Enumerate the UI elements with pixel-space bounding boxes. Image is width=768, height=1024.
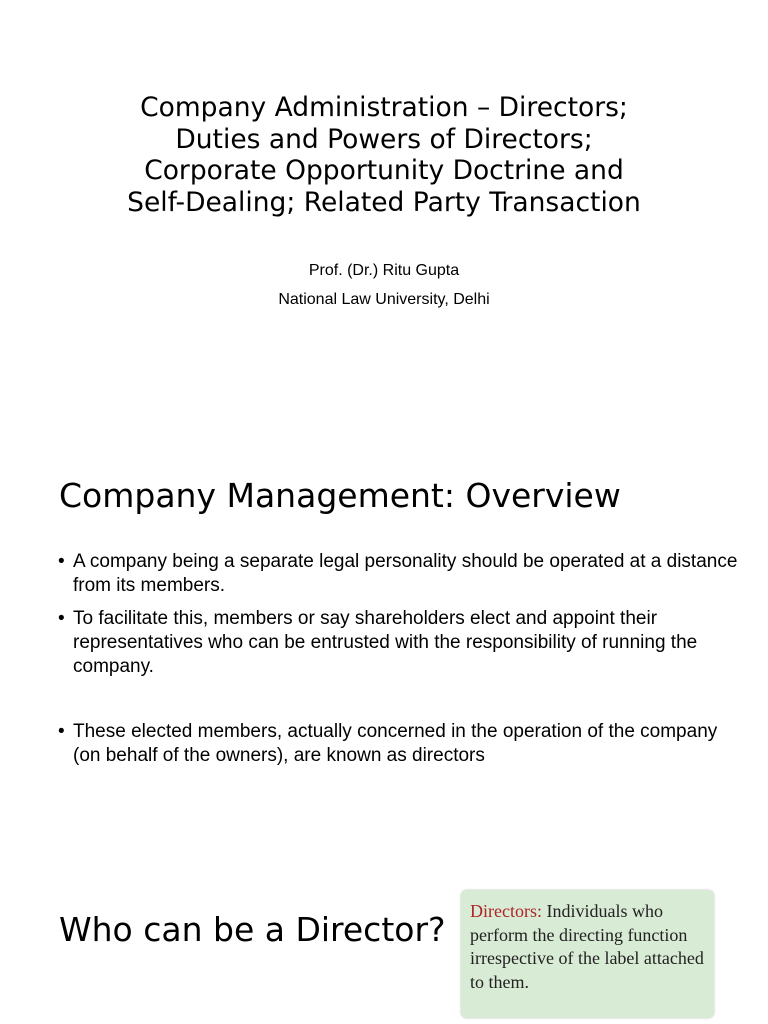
bullet-marker: • (58, 721, 65, 742)
list-item (58, 720, 738, 768)
slide-title-line: Self-Dealing; Related Party Transaction (127, 186, 641, 218)
bullet-marker: • (58, 551, 65, 572)
bullet-text: A company being a separate legal personality should be operated at a distance from its members. (73, 551, 738, 596)
callout-definition: Individuals who perform the directing function irrespective of the label attached to them. (470, 901, 704, 992)
slide-title-line: Company Administration – Directors; (140, 92, 628, 123)
institution-name: National Law University, Delhi (278, 291, 490, 308)
slide-title-line: Duties and Powers of Directors; (175, 123, 593, 155)
list-item (58, 550, 738, 598)
title-slide (0, 0, 768, 440)
bullet-marker: • (58, 608, 65, 629)
slide-title (60, 92, 708, 218)
overview-bullet-list (58, 607, 738, 679)
callout-term: Directors: (470, 901, 542, 921)
bullet-text: To facilitate this, members or say shareholders elect and appoint their representatives who can be entrusted with the responsibility of running the company. (73, 608, 698, 677)
overview-heading: Company Management: Overview (59, 476, 621, 515)
list-item (58, 607, 738, 679)
bullet-text: These elected members, actually concerned in the operation of the company (on behalf of the owners), are known as directors (73, 721, 718, 766)
overview-bullet-list (58, 550, 738, 598)
definition-callout (461, 890, 714, 1018)
overview-bullet-list (58, 720, 738, 768)
slide-title-line: Corporate Opportunity Doctrine and (144, 155, 624, 186)
author-name: Prof. (Dr.) Ritu Gupta (308, 262, 460, 279)
who-can-be-director-heading: Who can be a Director? (59, 910, 446, 949)
